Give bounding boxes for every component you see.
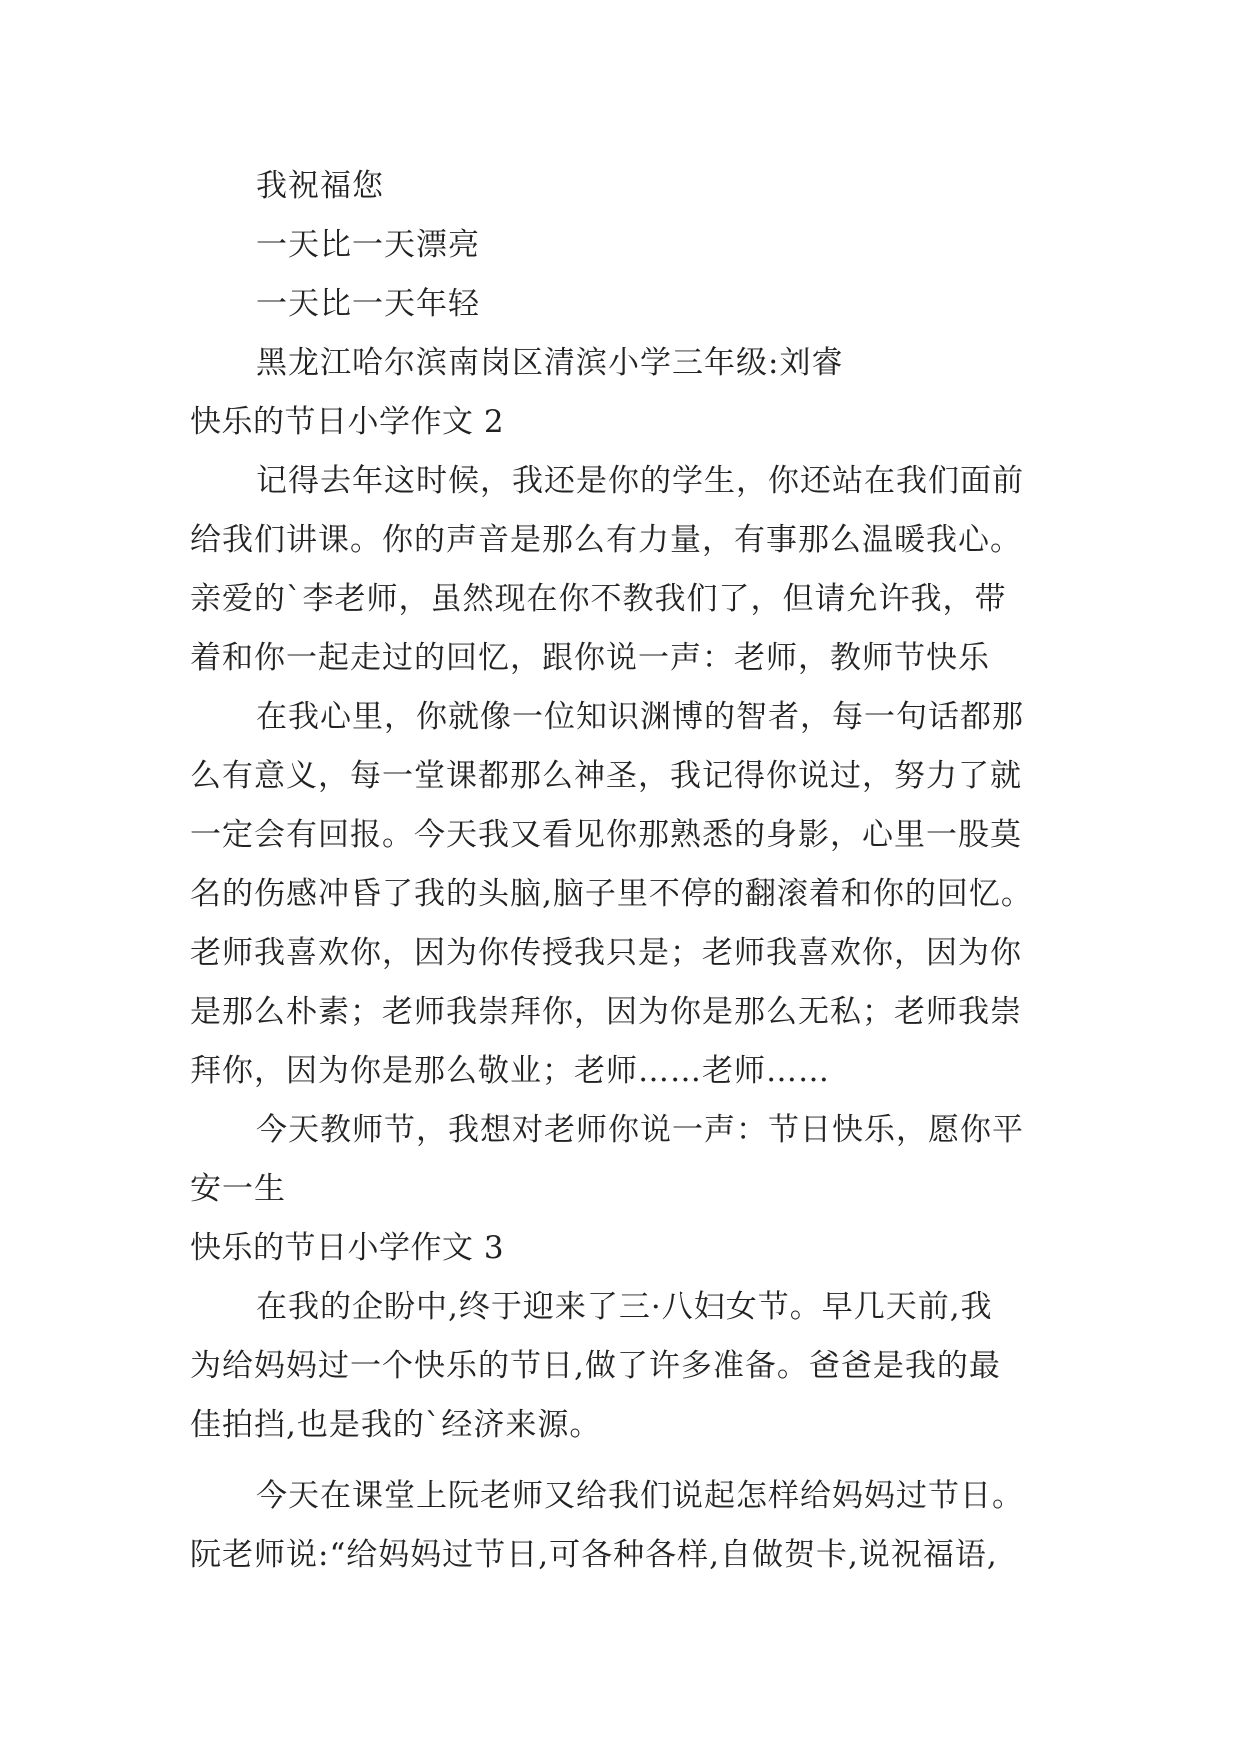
paragraph-gap [190,1455,1050,1467]
text-line: 拜你，因为你是那么敬业；老师……老师…… [190,1053,830,1089]
section-title: 快乐的节日小学作文 2 [190,404,505,440]
section-3 [190,1219,1050,1585]
text-line: 在我心里，你就像一位知识渊博的智者，每一句话都那 [256,699,1024,735]
text-line: 一定会有回报。今天我又看见你那熟悉的身影，心里一股莫 [190,817,1022,853]
paragraph [190,1101,1050,1219]
text-line: 在我的企盼中,终于迎来了三·八妇女节。早几天前,我 [256,1289,993,1325]
poem-line: 一天比一天年轻 [256,286,480,322]
text-line: 阮老师说:“给妈妈过节日,可各种各样,自做贺卡,说祝福语, [190,1537,998,1573]
text-line: 记得去年这时候，我还是你的学生，你还站在我们面前 [256,463,1024,499]
paragraph [190,452,1050,688]
paragraph [190,1467,1050,1585]
text-line: 老师我喜欢你，因为你传授我只是；老师我喜欢你，因为你 [190,935,1022,971]
section-2 [190,393,1050,1219]
text-line: 今天在课堂上阮老师又给我们说起怎样给妈妈过节日。 [256,1478,1024,1514]
text-line: 是那么朴素；老师我崇拜你，因为你是那么无私；老师我崇 [190,994,1022,1030]
text-line: 着和你一起走过的回忆，跟你说一声：老师，教师节快乐 [190,640,990,676]
text-line: 今天教师节，我想对老师你说一声：节日快乐，愿你平 [256,1112,1024,1148]
section-title: 快乐的节日小学作文 3 [190,1230,505,1266]
text-line: 给我们讲课。你的声音是那么有力量，有事那么温暖我心。 [190,522,1022,558]
paragraph [190,1278,1050,1455]
text-line: 安一生 [190,1171,286,1207]
text-line: 为给妈妈过一个快乐的节日,做了许多准备。爸爸是我的最 [190,1348,1001,1384]
poem-line: 我祝福您 [256,168,384,204]
paragraph [190,688,1050,1101]
text-line: 么有意义，每一堂课都那么神圣，我记得你说过，努力了就 [190,758,1022,794]
poem-signature: 黑龙江哈尔滨南岗区清滨小学三年级:刘睿 [256,345,844,381]
text-line: 名的伤感冲昏了我的头脑,脑子里不停的翻滚着和你的回忆。 [190,876,1033,912]
poem-block [190,157,1050,393]
text-line: 亲爱的`李老师，虽然现在你不教我们了，但请允许我，带 [190,581,1007,617]
text-line: 佳拍挡,也是我的`经济来源。 [190,1407,602,1443]
poem-line: 一天比一天漂亮 [256,227,480,263]
document-body [190,157,1050,1585]
